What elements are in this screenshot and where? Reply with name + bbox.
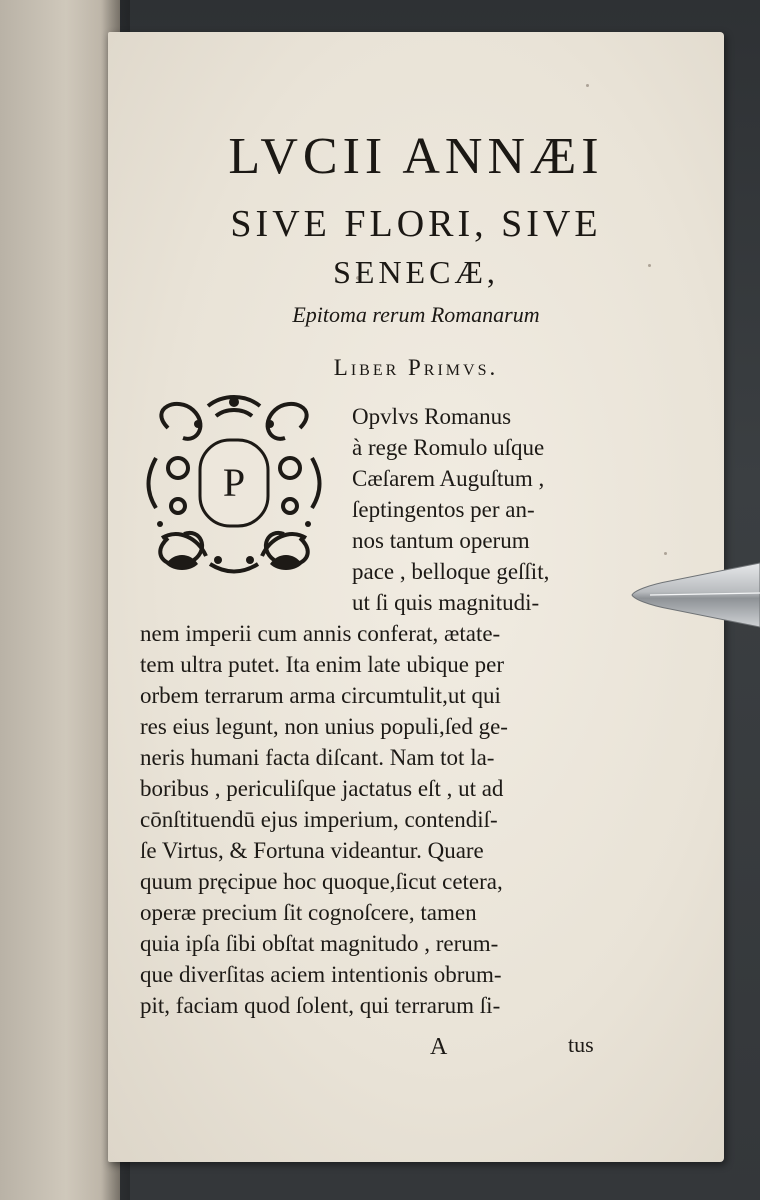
ornament-frame-icon (138, 388, 330, 578)
text-line: neris humani facta diſcant. Nam tot la- (140, 745, 495, 770)
book-heading: Liber Primvs. (333, 355, 499, 380)
text-line: quia ipſa ſibi obſtat magnitudo , rerum- (140, 931, 499, 956)
text-line: ſe Virtus, & Fortuna videantur. Quare (140, 838, 484, 863)
subtitle: Epitoma rerum Romanarum (292, 302, 540, 327)
initial-letter: P (222, 460, 246, 505)
title-line-2: SIVE FLORI, SIVE (230, 203, 602, 245)
text-line: quum pręcipue hoc quoque,ſicut cetera, (140, 869, 503, 894)
text-line: cōnſtituendū ejus imperium, contendiſ- (140, 807, 498, 832)
text-line: Opvlvs Romanus (352, 404, 512, 429)
text-line: ut ſi quis magnitudi- (352, 590, 540, 615)
text-line: operæ precium ſit cognoſcere, tamen (140, 900, 477, 925)
text-line: orbem terrarum arma circumtulit,ut qui (140, 683, 501, 708)
decorated-initial (138, 388, 330, 578)
text-line: Cæſarem Auguſtum , (352, 466, 545, 491)
signature-mark: A (430, 1034, 448, 1060)
text-line: nem imperii cum annis conferat, ætate- (140, 621, 501, 646)
catchword: tus (568, 1032, 594, 1057)
title-line-1: LVCII ANNÆI (228, 128, 604, 185)
text-line: tem ultra putet. Ita enim late ubique per (140, 652, 505, 677)
page-weight-pointer-icon (630, 555, 760, 635)
text-line: ſeptingentos per an- (352, 497, 535, 522)
text-line: que diverſitas aciem intentionis obrum- (140, 962, 502, 987)
text-line: res eius legunt, non unius populi,ſed ge- (140, 714, 508, 739)
text-line: à rege Romulo uſque (352, 435, 545, 460)
text-line: pace , belloque geſſit, (352, 559, 550, 584)
text-line: boribus , periculiſque jactatus eſt , ut ad (140, 776, 504, 801)
text-line: pit, faciam quod ſolent, qui terrarum ſi- (140, 993, 501, 1018)
text-line: nos tantum operum (352, 528, 530, 553)
title-line-3: SENECÆ, (333, 254, 499, 290)
